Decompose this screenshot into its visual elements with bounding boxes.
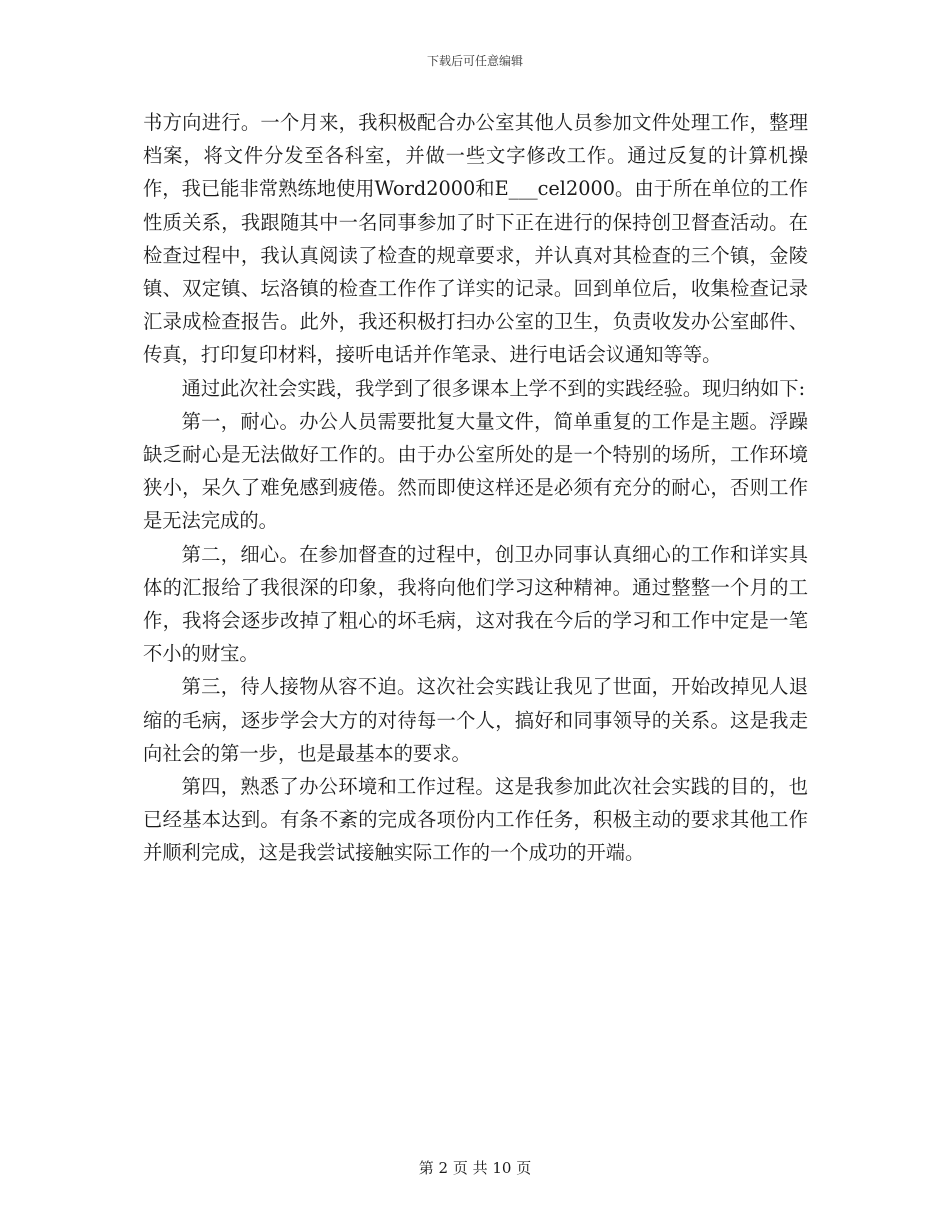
paragraph-summary-intro: 通过此次社会实践，我学到了很多课本上学不到的实践经验。现归纳如下: [181,376,806,400]
page-header: 下载后可任意编辑 [426,54,523,68]
paragraph-composure: 第三，待人接物从容不迫。这次社会实践让我见了世面，开始改掉见人退缩的毛病，逐步学会大方的对待每一个人，搞好和同事领导的关系。这是我走向社会的第一步，也是最基本的要求。 [143,675,808,765]
paragraph-patience: 第一，耐心。办公人员需要批复大量文件，简单重复的工作是主题。浮躁缺乏耐心是无法做好工作的。由于办公室所处的是一个特别的场所，工作环境狭小，呆久了难免感到疲倦。然而即使这样还是必须有充分的耐心，否则工作是无法完成的。 [143,409,808,533]
document-body [143,106,808,870]
paragraph-familiarity: 第四，熟悉了办公环境和工作过程。这是我参加此次社会实践的目的，也已经基本达到。有条不紊的完成各项份内工作任务，积极主动的要求其他工作并顺利完成，这是我尝试接触实际工作的一个成功的开端。 [143,775,808,865]
page-footer: 第 2 页 共 10 页 [418,1159,532,1177]
paragraph-carefulness: 第二，细心。在参加督查的过程中，创卫办同事认真细心的工作和详实具体的汇报给了我很深的印象，我将向他们学习这种精神。通过整整一个月的工作，我将会逐步改掉了粗心的坏毛病，这对我在今后的学习和工作中定是一笔不小的财宝。 [143,542,808,666]
paragraph-continued: 书方向进行。一个月来，我积极配合办公室其他人员参加文件处理工作，整理档案，将文件分发至各科室，并做一些文字修改工作。通过反复的计算机操作，我已能非常熟练地使用Word2000和E___cel2000。由于所在单位的工作性质关系，我跟随其中一名同事参加了时下正在进行的保持创卫督查活动。在检查过程中，我认真阅读了检查的规章要求，并认真对其检查的三个镇，金陵镇、双定镇、坛洛镇的检查工作作了详实的记录。回到单位后，收集检查记录汇录成检查报告。此外，我还积极打扫办公室的卫生，负责收发办公室邮件、传真，打印复印材料，接听电话并作笔录、进行电话会议通知等等。 [143,111,808,367]
